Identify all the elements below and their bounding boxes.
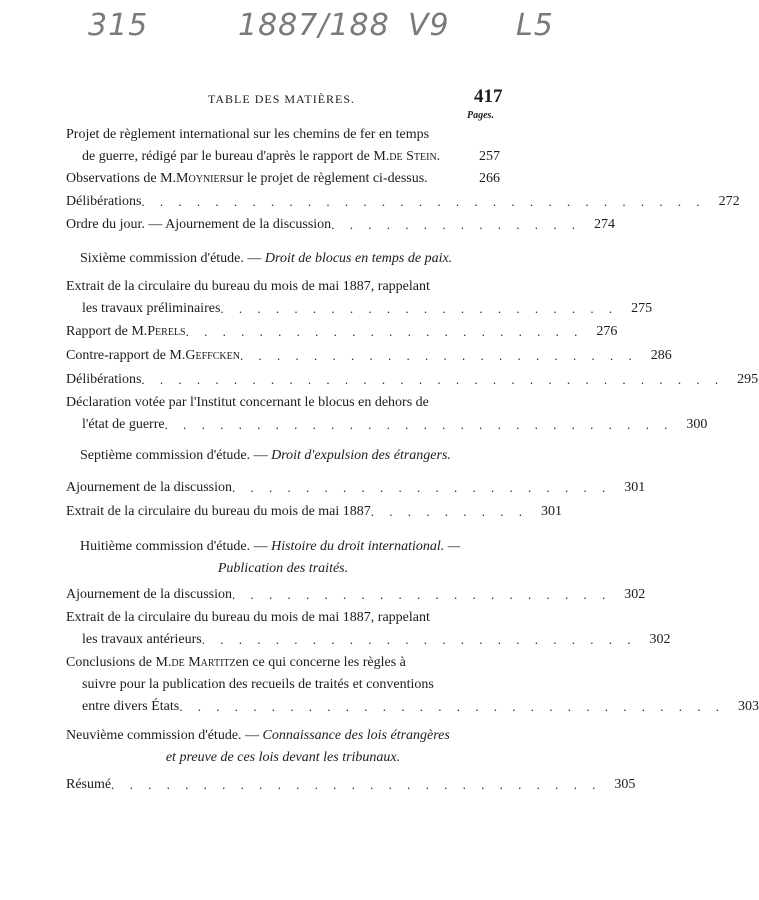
- section-heading: [66, 445, 500, 467]
- page-ref: 295: [737, 372, 759, 387]
- toc-entry: Ordre du jour. — Ajournement de la discussion . . . . . . . . . . . . . . 274: [66, 214, 500, 236]
- page-ref: 302: [649, 632, 671, 647]
- section-heading: [66, 536, 500, 580]
- toc-entry: Contre-rapport de M. Geffcken . . . . . . . . . . . . . . . . . . . . . . 286: [66, 345, 500, 367]
- page-ref: 301: [541, 504, 563, 519]
- entry-text: l'état de guerre: [82, 417, 165, 432]
- section-label: Sixième commission d'étude. —: [80, 251, 265, 266]
- entry-text: Ajournement de la discussion: [66, 587, 233, 602]
- page-ref: 272: [718, 194, 740, 209]
- section-heading: [66, 725, 500, 769]
- entry-text: Déclaration votée par l'Institut concernant le blocus en dehors de: [66, 395, 429, 410]
- page-ref: 276: [596, 324, 618, 339]
- toc-entry: Extrait de la circulaire du bureau du mois de mai 1887 . . . . . . . . . 301: [66, 501, 500, 523]
- entry-text: Extrait de la circulaire du bureau du mois de mai 1887: [66, 504, 371, 519]
- toc-entry: Extrait de la circulaire du bureau du mois de mai 1887, rappelant les travaux antérieurs . . . . . . . . . . . . . . . . . . . . . . . . 302: [66, 607, 500, 651]
- page-title: TABLE DES MATIÈRES.: [208, 92, 356, 106]
- entry-text: Projet de règlement international sur les chemins de fer en temps: [66, 127, 430, 142]
- entry-text: Conclusions de M.: [66, 655, 172, 670]
- author-name: de Stein.: [389, 149, 441, 164]
- section-subject: Connaissance des lois étrangères: [262, 728, 450, 743]
- section-subject: Droit de blocus en temps de paix.: [264, 251, 453, 266]
- toc-entry: Délibérations . . . . . . . . . . . . . . . . . . . . . . . . . . . . . . . 272: [66, 191, 500, 213]
- toc-entry: Ajournement de la discussion . . . . . . . . . . . . . . . . . . . . . 301: [66, 477, 500, 499]
- entry-text: les travaux préliminaires: [82, 301, 221, 316]
- section-subject-line2: Publication des traités.: [217, 561, 349, 576]
- entry-text: Résumé: [66, 777, 112, 792]
- author-name: Moynier: [176, 171, 227, 186]
- handwritten-mark-middle: 1887/188: [238, 8, 390, 43]
- entry-text: suivre pour la publication des recueils de traités et conventions: [82, 677, 434, 692]
- entry-text: Délibérations: [66, 194, 142, 209]
- section-subject: Histoire du droit international. —: [271, 539, 461, 554]
- entry-text: Contre-rapport de M.: [66, 348, 186, 363]
- handwritten-mark-right: L5: [516, 8, 554, 43]
- entry-text: de guerre, rédigé par le bureau d'après le rapport de M.: [82, 149, 390, 164]
- toc-entry: [66, 168, 500, 190]
- handwritten-mark-left: 315: [88, 8, 149, 43]
- toc-entry: Ajournement de la discussion . . . . . . . . . . . . . . . . . . . . . 302: [66, 584, 500, 606]
- page-number: 417: [474, 86, 503, 107]
- section-label: Neuvième commission d'étude. —: [66, 728, 263, 743]
- section-label: Huitième commission d'étude. —: [80, 539, 272, 554]
- page-ref: 266: [479, 171, 500, 186]
- entry-text: Extrait de la circulaire du bureau du mois de mai 1887, rappelant: [66, 279, 430, 294]
- toc-entry: Délibérations . . . . . . . . . . . . . . . . . . . . . . . . . . . . . . . . 295: [66, 369, 500, 391]
- handwritten-mark-v: V9: [408, 8, 450, 43]
- page-ref: 303: [737, 699, 759, 714]
- page-ref: 274: [593, 217, 615, 232]
- toc-entry: Résumé . . . . . . . . . . . . . . . . . . . . . . . . . . . 305: [66, 774, 500, 796]
- page-ref: 286: [650, 348, 672, 363]
- entry-text: Rapport de M.: [66, 324, 148, 339]
- entry-text: en ce qui concerne les règles à: [235, 655, 406, 670]
- toc-entry: Conclusions de M. de Martitz en ce qui concerne les règles à suivre pour la publication des recueils de traités et conventions entre divers États . . . . . . . . . . . . . . . . . . . . . . . . . . . . . . 303: [66, 652, 500, 718]
- section-subject-line2: et preuve de ces lois devant les tribunaux.: [165, 750, 401, 765]
- entry-text: entre divers États: [82, 699, 180, 714]
- author-name: Geffcken: [185, 348, 240, 363]
- toc-entry: Rapport de M. Perels . . . . . . . . . . . . . . . . . . . . . . 276: [66, 321, 500, 343]
- author-name: Perels: [147, 324, 186, 339]
- author-name: de Martitz: [171, 655, 236, 670]
- page-ref: 300: [686, 417, 708, 432]
- page-ref: 302: [624, 587, 646, 602]
- entry-text: Ajournement de la discussion: [66, 480, 233, 495]
- page-ref: 257: [479, 149, 500, 164]
- entry-text: Extrait de la circulaire du bureau du mois de mai 1887, rappelant: [66, 610, 430, 625]
- entry-text: Observations de M.: [66, 171, 177, 186]
- section-label: Septième commission d'étude. —: [80, 448, 272, 463]
- entry-text: sur le projet de règlement ci-dessus.: [226, 171, 428, 186]
- toc-entry: Extrait de la circulaire du bureau du mois de mai 1887, rappelant les travaux préliminaires . . . . . . . . . . . . . . . . . . . . . . 275: [66, 276, 500, 320]
- section-heading: [66, 248, 500, 270]
- section-subject: Droit d'expulsion des étrangers.: [271, 448, 451, 463]
- entry-text: les travaux antérieurs: [82, 632, 202, 647]
- entry-text: Délibérations: [66, 372, 142, 387]
- page-ref: 305: [614, 777, 636, 792]
- toc-entry: Déclaration votée par l'Institut concernant le blocus en dehors de l'état de guerre . . . . . . . . . . . . . . . . . . . . . . . . . . . . 300: [66, 392, 500, 436]
- entry-text: Ordre du jour. — Ajournement de la discussion: [66, 217, 332, 232]
- page-ref: 301: [624, 480, 646, 495]
- page-ref: 275: [631, 301, 653, 316]
- pages-column-label: Pages.: [467, 110, 494, 121]
- toc-entry: [66, 124, 500, 168]
